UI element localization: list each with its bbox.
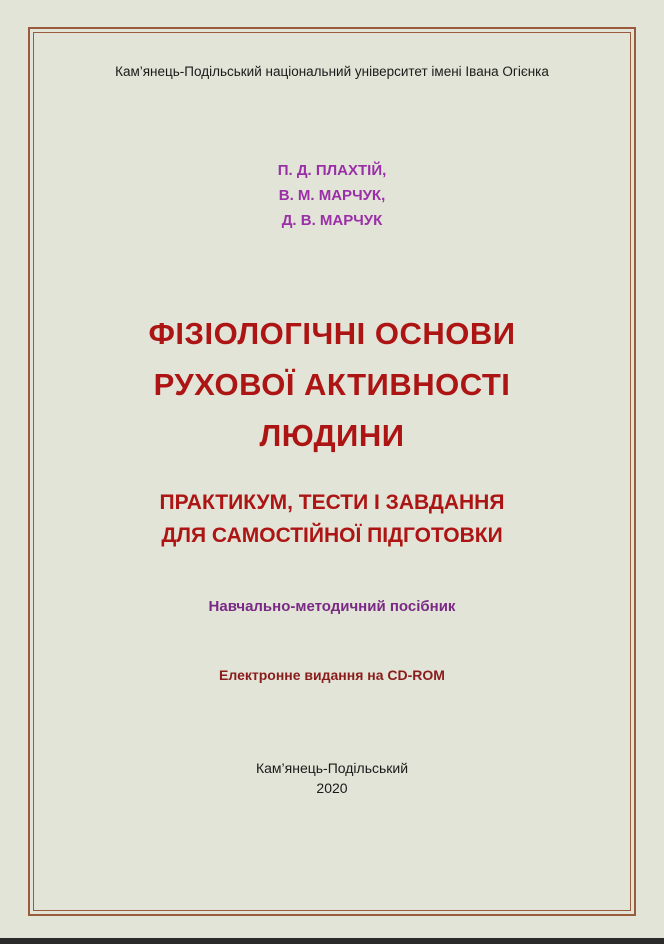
author-1: П. Д. ПЛАХТІЙ, xyxy=(277,162,387,179)
title-line-3: ЛЮДИНИ xyxy=(259,418,405,453)
title-line-2: РУХОВОЇ АКТИВНОСТІ xyxy=(153,367,511,402)
page-bottom-edge xyxy=(0,938,664,944)
author-3: Д. В. МАРЧУК xyxy=(281,212,383,229)
edition-note: Електронне видання на CD-ROM xyxy=(219,667,445,683)
document-type: Навчально-методичний посібник xyxy=(208,598,456,615)
subtitle-line-1: ПРАКТИКУМ, ТЕСТИ І ЗАВДАННЯ xyxy=(159,491,505,514)
university-name: Кам’янець-Подільський національний університет імені Івана Огієнка xyxy=(115,64,549,79)
author-2: В. М. МАРЧУК, xyxy=(278,187,386,204)
publication-year: 2020 xyxy=(316,780,348,796)
publication-city: Кам’янець-Подільський xyxy=(255,760,409,776)
subtitle-line-2: ДЛЯ САМОСТІЙНОЇ ПІДГОТОВКИ xyxy=(161,524,503,547)
title-line-1: ФІЗІОЛОГІЧНІ ОСНОВИ xyxy=(148,316,516,351)
